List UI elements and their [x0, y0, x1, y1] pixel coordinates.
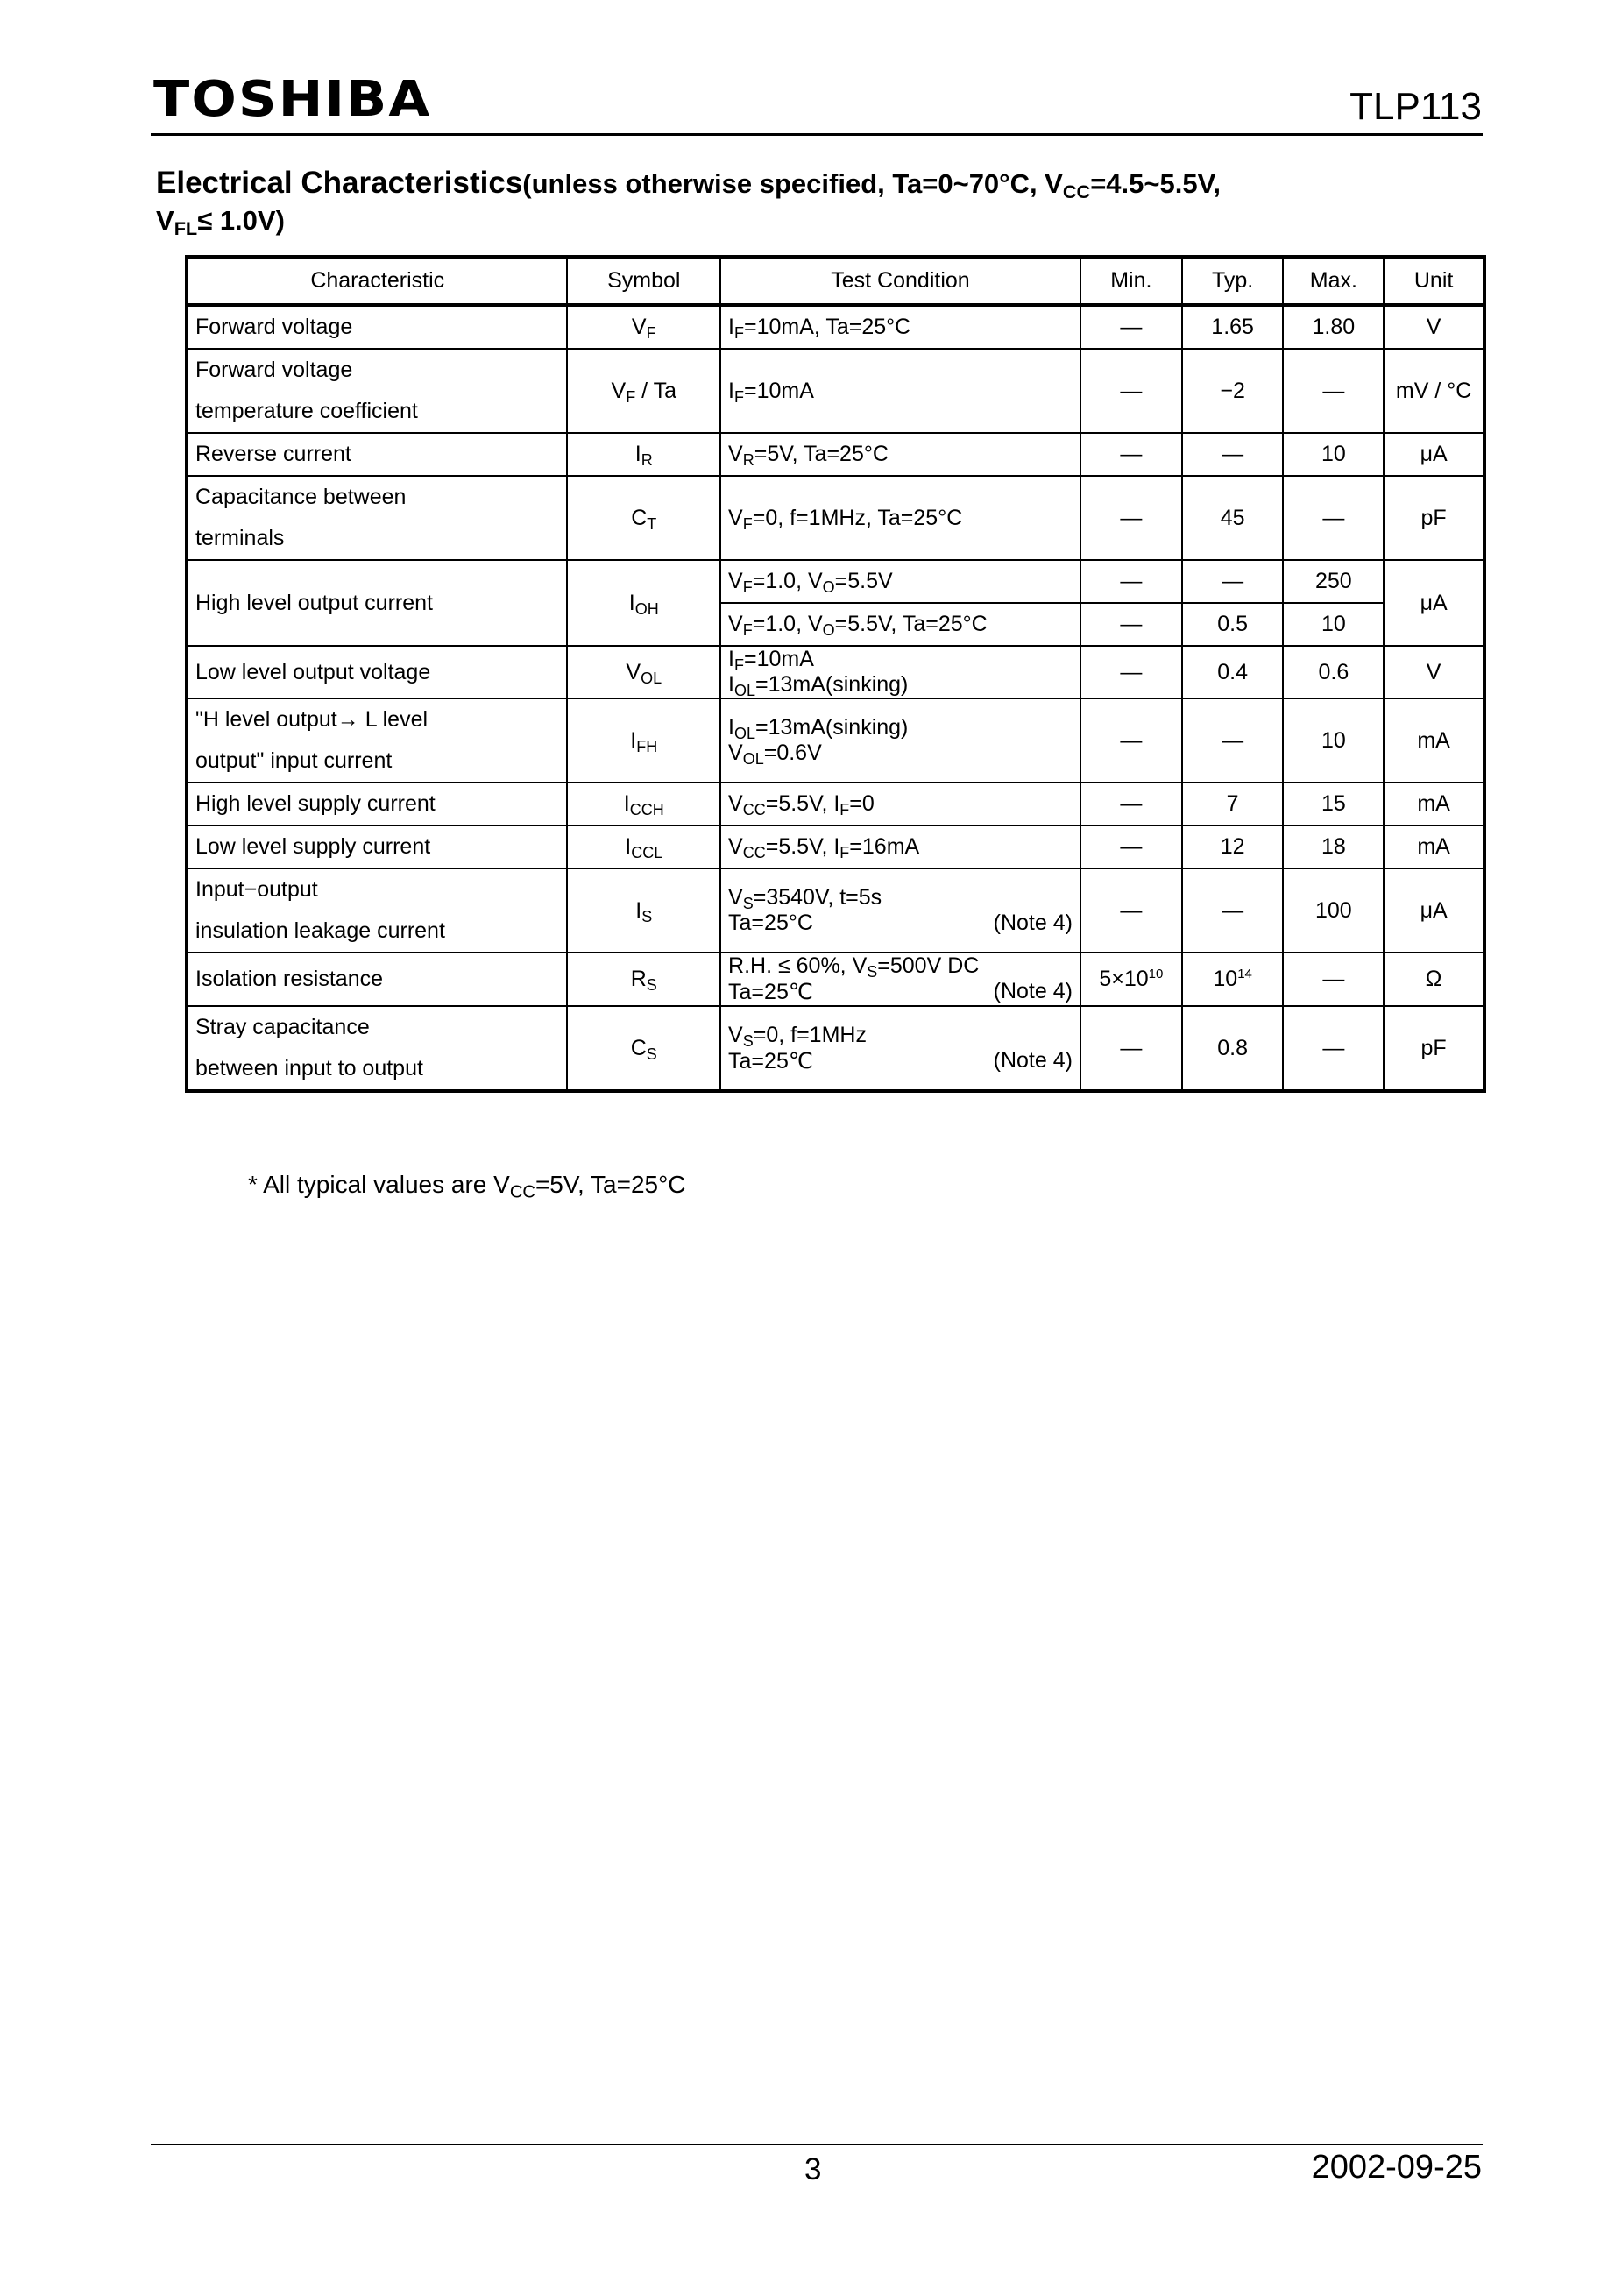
characteristic-cell: [187, 953, 567, 1006]
max-cell: —: [1283, 349, 1384, 433]
condition-cell: [720, 783, 1080, 826]
unit-cell: mA: [1384, 783, 1484, 826]
section-title: [156, 165, 1470, 238]
symbol-cell: $C_S$: [567, 1006, 720, 1091]
typ-cell: —: [1182, 433, 1284, 476]
symbol-cell: $V_F$: [567, 305, 720, 349]
characteristic-line: Input−output: [195, 877, 318, 902]
condition-cell: [720, 433, 1080, 476]
condition-line: $I_F=10mA$: [728, 647, 814, 675]
characteristic-line: High level supply current: [195, 791, 436, 816]
max-cell: 18: [1283, 826, 1384, 868]
symbol-cell: $R_S$: [567, 953, 720, 1006]
symbol-cell: $I_{CCH}$: [567, 783, 720, 826]
column-header: Max.: [1283, 257, 1384, 305]
condition-cell: [720, 305, 1080, 349]
typ-cell: —: [1182, 560, 1284, 603]
symbol-cell: $V_F$ / Ta: [567, 349, 720, 433]
min-cell: —: [1080, 433, 1182, 476]
characteristic-cell: [187, 698, 567, 783]
characteristic-line: Capacitance between: [195, 485, 407, 509]
condition-cell: [720, 1006, 1080, 1091]
table-row: [187, 476, 1484, 560]
symbol-cell: $I_{OH}$: [567, 560, 720, 646]
table-row: [187, 953, 1484, 1006]
condition-line: R.H. ≤ 60%, $V_S=500V$ DC: [728, 953, 980, 981]
unit-cell: pF: [1384, 476, 1484, 560]
condition-cell: [720, 349, 1080, 433]
max-cell: —: [1283, 953, 1384, 1006]
typ-cell: 7: [1182, 783, 1284, 826]
condition-line: $V_R=5V$, Ta=25°C: [728, 442, 889, 470]
typ-cell: —: [1182, 868, 1284, 953]
characteristic-line: insulation leakage current: [195, 918, 445, 943]
note-ref: (Note 4): [993, 1047, 1073, 1073]
table-row: [187, 433, 1484, 476]
min-cell: —: [1080, 349, 1182, 433]
characteristic-cell: [187, 476, 567, 560]
unit-cell: Ω: [1384, 953, 1484, 1006]
condition-cell: [720, 953, 1080, 1006]
column-header: Min.: [1080, 257, 1182, 305]
characteristic-line: Forward voltage: [195, 315, 353, 339]
typ-cell: 12: [1182, 826, 1284, 868]
unit-cell: V: [1384, 646, 1484, 698]
unit-cell: mV / °C: [1384, 349, 1484, 433]
characteristic-line: terminals: [195, 526, 285, 550]
condition-cell: $V_F=1.0$, $V_O=5.5V$, Ta=25°C: [720, 603, 1080, 646]
condition-line: $I_F=10mA$: [728, 378, 814, 406]
table-row: [187, 560, 1484, 603]
footnote: * All typical values are $V_{CC}=5V$, Ta=25°C: [248, 1171, 686, 1202]
table-row: [187, 783, 1484, 826]
table-row: [187, 1006, 1484, 1091]
min-cell: —: [1080, 783, 1182, 826]
table-row: [187, 868, 1484, 953]
symbol-cell: $I_R$: [567, 433, 720, 476]
symbol-cell: $I_{FH}$: [567, 698, 720, 783]
characteristic-cell: [187, 1006, 567, 1091]
characteristic-cell: [187, 433, 567, 476]
condition-cell: [720, 646, 1080, 698]
max-cell: —: [1283, 476, 1384, 560]
document-date: 2002-09-25: [1311, 2149, 1482, 2186]
max-cell: 10: [1283, 698, 1384, 783]
min-cell: —: [1080, 305, 1182, 349]
characteristic-cell: [187, 826, 567, 868]
unit-cell: μA: [1384, 433, 1484, 476]
column-header: Symbol: [567, 257, 720, 305]
title-main: Electrical Characteristics: [156, 166, 523, 200]
toshiba-logo: TOSHIBA: [153, 71, 432, 128]
max-cell: 10: [1283, 433, 1384, 476]
table-row: [187, 826, 1484, 868]
condition-line: Ta=25℃ (Note 4): [728, 979, 1073, 1004]
condition-cell: [720, 868, 1080, 953]
column-header: Characteristic: [187, 257, 567, 305]
characteristic-cell: [187, 868, 567, 953]
condition-line: Ta=25℃ (Note 4): [728, 1047, 1073, 1074]
unit-cell: pF: [1384, 1006, 1484, 1091]
table-row: [187, 698, 1484, 783]
typ-cell: $10^{14}$: [1182, 953, 1284, 1006]
condition-line: $V_S=3540V$, t=5s: [728, 885, 882, 913]
page-number: 3: [804, 2152, 822, 2186]
unit-cell: mA: [1384, 826, 1484, 868]
min-cell: —: [1080, 868, 1182, 953]
condition-line: $V_F=0$, f=1MHz, Ta=25°C: [728, 505, 963, 533]
unit-cell: μA: [1384, 560, 1484, 646]
characteristic-line: Forward voltage: [195, 358, 353, 382]
characteristic-line: High level output current: [195, 590, 433, 615]
electrical-characteristics-table: [185, 255, 1486, 1093]
typ-cell: 1.65: [1182, 305, 1284, 349]
typ-cell: 0.5: [1182, 603, 1284, 646]
characteristic-line: Stray capacitance: [195, 1015, 370, 1039]
unit-cell: V: [1384, 305, 1484, 349]
symbol-cell: $I_{CCL}$: [567, 826, 720, 868]
condition-line: $V_{OL}=0.6V$: [728, 741, 822, 769]
typ-cell: —: [1182, 698, 1284, 783]
part-number: TLP113: [1349, 85, 1482, 128]
characteristic-line: Low level output voltage: [195, 659, 431, 684]
characteristic-cell: [187, 783, 567, 826]
typ-cell: −2: [1182, 349, 1284, 433]
condition-cell: [720, 826, 1080, 868]
max-cell: 15: [1283, 783, 1384, 826]
note-ref: (Note 4): [993, 979, 1073, 1003]
condition-line: $V_{CC}=5.5V$, $I_F=0$: [728, 791, 875, 819]
min-cell: —: [1080, 698, 1182, 783]
condition-line: $V_S=0$, f=1MHz: [728, 1022, 867, 1050]
unit-cell: mA: [1384, 698, 1484, 783]
characteristic-line: "H level output→ L level: [195, 707, 429, 732]
column-header: Typ.: [1182, 257, 1284, 305]
characteristic-cell: [187, 305, 567, 349]
max-cell: —: [1283, 1006, 1384, 1091]
max-cell: 10: [1283, 603, 1384, 646]
footer-rule: [151, 2144, 1483, 2145]
condition-cell: [720, 476, 1080, 560]
characteristic-line: output" input current: [195, 748, 393, 773]
characteristic-line: Low level supply current: [195, 834, 431, 859]
symbol-cell: $V_{OL}$: [567, 646, 720, 698]
condition-line: $I_{OL}=13mA(sinking)$: [728, 715, 909, 743]
min-cell: —: [1080, 1006, 1182, 1091]
condition-line: $I_F=10mA$, Ta=25°C: [728, 315, 911, 343]
header-rule: [151, 133, 1483, 136]
max-cell: 100: [1283, 868, 1384, 953]
characteristic-line: Isolation resistance: [195, 967, 384, 991]
condition-line: Ta=25°C (Note 4): [728, 911, 1073, 935]
min-cell: —: [1080, 603, 1182, 646]
unit-cell: μA: [1384, 868, 1484, 953]
table-row: [187, 646, 1484, 698]
condition-line: $V_{CC}=5.5V$, $I_F=16mA$: [728, 834, 920, 862]
note-ref: (Note 4): [993, 911, 1073, 935]
characteristic-line: Reverse current: [195, 442, 351, 466]
min-cell: —: [1080, 646, 1182, 698]
table-row: [187, 349, 1484, 433]
typ-cell: 0.8: [1182, 1006, 1284, 1091]
min-cell: $5\times 10^{10}$: [1080, 953, 1182, 1006]
characteristic-line: between input to output: [195, 1056, 423, 1081]
characteristic-cell: [187, 646, 567, 698]
characteristic-cell: [187, 349, 567, 433]
characteristic-cell: [187, 560, 567, 646]
max-cell: 0.6: [1283, 646, 1384, 698]
table-row: [187, 305, 1484, 349]
typ-cell: 0.4: [1182, 646, 1284, 698]
typ-cell: 45: [1182, 476, 1284, 560]
table-header-row: [187, 257, 1484, 305]
characteristic-line: temperature coefficient: [195, 399, 418, 423]
min-cell: —: [1080, 560, 1182, 603]
condition-line: $I_{OL}=13mA(sinking)$: [728, 672, 909, 700]
symbol-cell: $I_S$: [567, 868, 720, 953]
column-header: Unit: [1384, 257, 1484, 305]
column-header: Test Condition: [720, 257, 1080, 305]
min-cell: —: [1080, 826, 1182, 868]
symbol-cell: $C_T$: [567, 476, 720, 560]
condition-cell: $V_F=1.0$, $V_O=5.5V$: [720, 560, 1080, 603]
max-cell: 250: [1283, 560, 1384, 603]
condition-cell: [720, 698, 1080, 783]
min-cell: —: [1080, 476, 1182, 560]
max-cell: 1.80: [1283, 305, 1384, 349]
title-conditions: (unless otherwise specified, Ta=0~70°C, $V_{CC}=4.5\sim 5.5V$, $V_{FL}\le 1.0V$): [156, 168, 1222, 240]
